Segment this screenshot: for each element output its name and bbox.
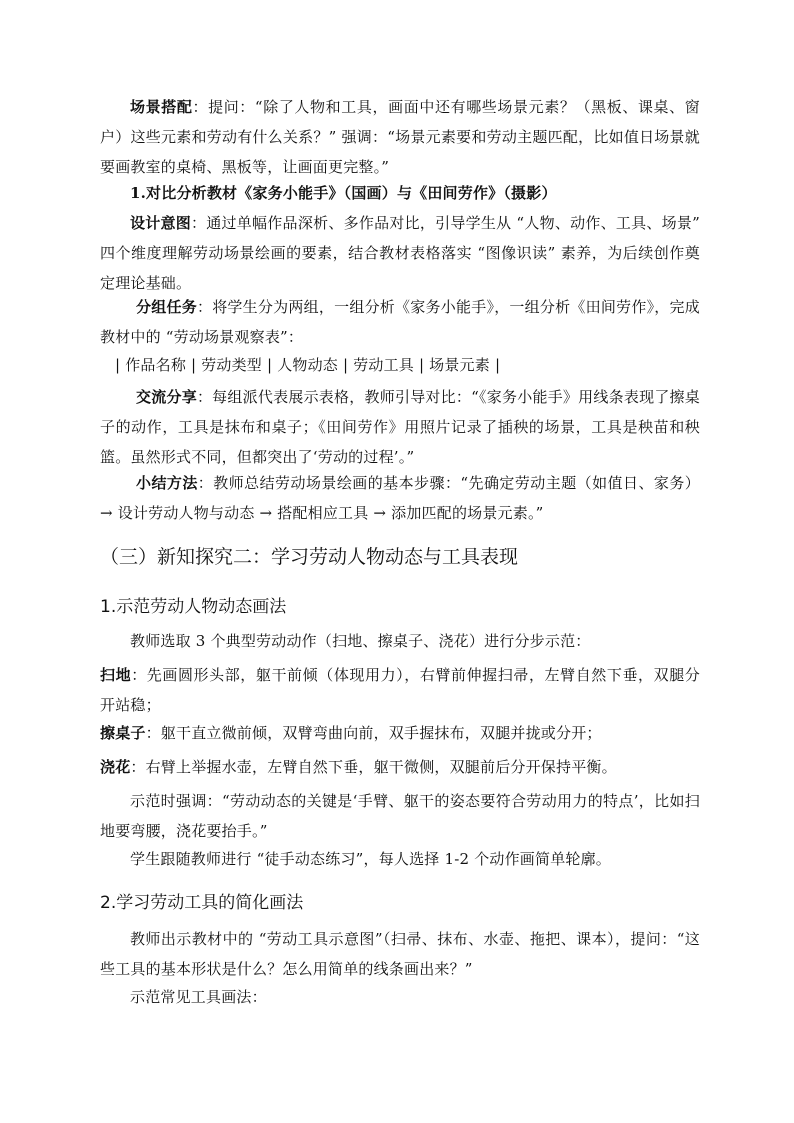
- text-demo-emphasis: 示范时强调：“劳动动态的关键是‘手臂、躯干的姿态要符合劳动用力的特点’，比如扫地要弯腰，浇花要抬手。”: [100, 792, 700, 840]
- paragraph-summary-method: [100, 468, 700, 528]
- text-compare-analysis: 1.对比分析教材《家务小能手》（国画）与《田间劳作》（摄影）: [130, 184, 557, 202]
- paragraph-watering: [100, 752, 700, 782]
- text-practice: 学生跟随教师进行 “徒手动态练习”，每人选择 1-2 个动作画简单轮廓。: [130, 850, 611, 868]
- text-watering: ：右臂上举握水壶，左臂自然下垂，躯干微侧，双腿前后分开保持平衡。: [130, 758, 617, 776]
- observation-table-header: [115, 350, 715, 380]
- text-exchange-share: ：每组派代表展示表格，教师引导对比：“《家务小能手》用线条表现了擦桌子的动作，工具是抹布和桌子；《田间劳作》用照片记录了插秧的场景，工具是秧苗和秧篮。虽然形式不同，但都突出了‘劳动的过程’。”: [100, 388, 700, 466]
- heading-figure-dynamics: 1.示范劳动人物动态画法: [100, 597, 287, 617]
- subheading-compare-analysis: [100, 178, 700, 208]
- text-sweeping: ：先画圆形头部，躯干前倾（体现用力），右臂前伸握扫帚，左臂自然下垂，双腿分开站稳；: [100, 666, 701, 714]
- label-watering: 浇花: [100, 758, 131, 776]
- paragraph-sweeping: [100, 660, 700, 720]
- paragraph-exchange-share: [100, 382, 700, 472]
- label-sweeping: 扫地: [100, 666, 132, 684]
- text-group-task: ：将学生分为两组，一组分析《家务小能手》，一组分析《田间劳作》，完成教材中的 “劳动场景观察表”：: [100, 298, 700, 346]
- label-design-intent: 设计意图: [130, 214, 192, 232]
- text-wiping-table: ：躯干直立微前倾，双臂弯曲向前，双手握抹布，双腿并拢或分开；: [145, 724, 602, 742]
- label-exchange-share: 交流分享: [136, 388, 197, 406]
- text-tool-demo: 示范常见工具画法：: [130, 988, 267, 1006]
- text-design-intent: ：通过单幅作品深析、多作品对比，引导学生从 “人物、动作、工具、场景” 四个维度理解劳动场景绘画的要素，结合教材表格落实 “图像识读” 素养，为后续创作奠定理论基础。: [100, 214, 700, 292]
- paragraph-demo-emphasis: [100, 786, 700, 846]
- paragraph-practice: [100, 844, 700, 874]
- paragraph-wiping-table: [100, 718, 700, 748]
- section-heading: （三）新知探究二：学习劳动人物动态与工具表现: [100, 546, 519, 568]
- text-scene-matching: ：提问：“除了人物和工具，画面中还有哪些场景元素？（黑板、课桌、窗户）这些元素和劳动有什么关系？” 强调：“场景元素要和劳动主题匹配，比如值日场景就要画教室的桌椅、黑板等，让画面更完整。”: [100, 98, 700, 176]
- paragraph-design-intent: [100, 208, 700, 298]
- paragraph-tool-diagram: [100, 924, 700, 984]
- paragraph-group-task: [100, 292, 700, 352]
- text-table-header: | 作品名称 | 劳动类型 | 人物动态 | 劳动工具 | 场景元素 |: [115, 356, 501, 374]
- label-wiping-table: 擦桌子: [100, 724, 146, 742]
- text-summary-method: ：教师总结劳动场景绘画的基本步骤：“先确定劳动主题（如值日、家务）→ 设计劳动人物与动态 → 搭配相应工具 → 添加匹配的场景元素。”: [100, 474, 700, 522]
- text-demo-intro: 教师选取 3 个典型劳动动作（扫地、擦桌子、浇花）进行分步示范：: [130, 632, 591, 650]
- label-summary-method: 小结方法: [136, 474, 198, 492]
- label-scene-matching: 场景搭配: [130, 98, 193, 116]
- paragraph-tool-demo: [100, 982, 700, 1012]
- label-group-task: 分组任务: [136, 298, 197, 316]
- paragraph-demo-intro: [100, 626, 700, 656]
- heading-tool-drawing: 2.学习劳动工具的简化画法: [100, 893, 304, 913]
- paragraph-scene-matching: [100, 92, 700, 182]
- text-tool-diagram: 教师出示教材中的 “劳动工具示意图”（扫帚、抹布、水壶、拖把、课本），提问：“这些工具的基本形状是什么？怎么用简单的线条画出来？”: [100, 930, 700, 978]
